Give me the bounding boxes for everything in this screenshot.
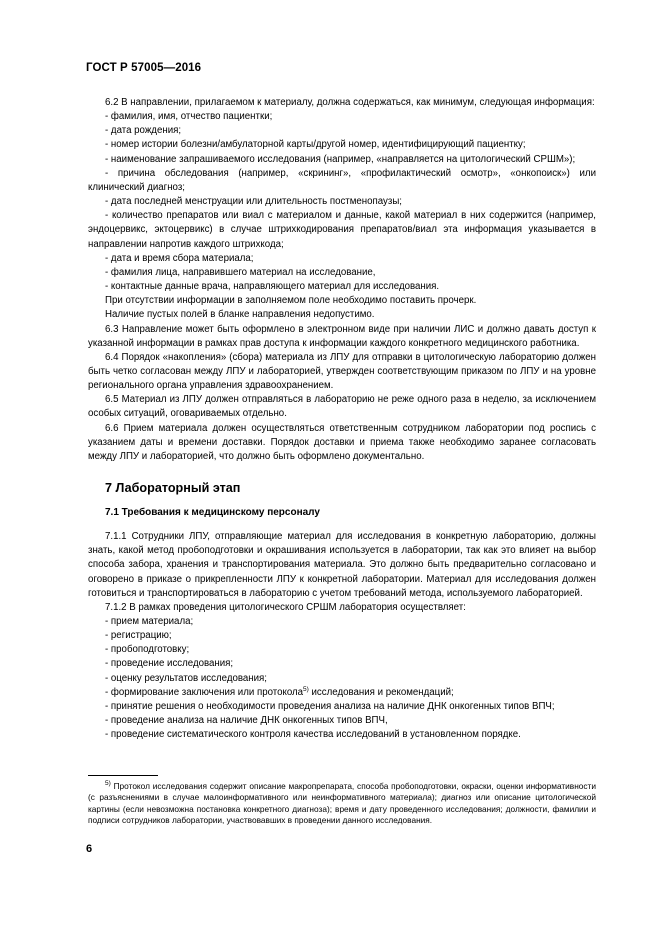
footnote-text: Протокол исследования содержит описание макропрепарата, способа пробоподготовки, окраски, оценки информативности (с разъяснениями в случае малоинформативного или неинформативного материала); диагноз или описание цитологической картины (если невозможна постановка конкретного диагноза); время и дату проведенного исследования; должности, фамилии и подписи сотрудников лаборатории, участвовавших в проведении данного исследования. [88, 781, 596, 825]
list-item-text: - формирование заключения или протокола [105, 686, 304, 698]
list-item: - наименование запрашиваемого исследования (например, «направляется на цитологический СРШМ»); [105, 153, 576, 165]
document-header: ГОСТ Р 57005—2016 [86, 62, 202, 74]
list-item: - количество препаратов или виал с материалом и данные, какой материал в них содержится (например, эндоцервикс, эктоцервикс) в случае штрихкодирования препаратов/виал эта информация указывается в направлении напротив каждого штрихкода; [88, 210, 596, 250]
list-item: - дата и время сбора материала; [105, 252, 254, 264]
list-item: - контактные данные врача, направляющего материал для исследования. [105, 281, 440, 293]
paragraph-6-5: 6.5 Материал из ЛПУ должен отправляться в лабораторию не реже одного раза в неделю, за исключением особых ситуаций, оговариваемых отдельно. [88, 394, 596, 420]
list-item: - оценку результатов исследования; [105, 672, 267, 684]
paragraph-6-4: 6.4 Порядок «накопления» (сбора) материала из ЛПУ для отправки в цитологическую лабораторию должен быть четко согласован между ЛПУ и лабораторией, утвержден соответствующим приказом по ЛПУ и на уровне регионального органа управления здравоохранением. [88, 351, 596, 392]
list-item: - фамилия, имя, отчество пациентки; [105, 111, 273, 123]
document-body [88, 96, 596, 742]
paragraph: Наличие пустых полей в бланке направления недопустимо. [105, 309, 375, 321]
list-item: - проведение исследования; [105, 658, 234, 670]
footnote-mark: 5) [105, 780, 111, 788]
paragraph-6-6: 6.6 Прием материала должен осуществляться ответственным сотрудником лаборатории под роспись с указанием даты и времени доставки. Порядок доставки и приема также необходимо заранее согласовать между ЛПУ и лабораторией, что должно быть оформлено документально. [88, 422, 596, 462]
list-item: - прием материала; [105, 616, 194, 627]
subsection-heading-7-1: 7.1 Требования к медицинскому персоналу [105, 507, 320, 519]
page-number: 6 [86, 843, 93, 855]
list-item: - принятие решения о необходимости проведения анализа на наличие ДНК онкогенных типов ВПЧ; [105, 700, 555, 712]
paragraph-6-3: 6.3 Направление может быть оформлено в электронном виде при наличии ЛИС и должно давать доступ к указанной информации в рамках прав доступа к информации каждого конкретного медицинского работника. [88, 323, 596, 349]
list-item: - проведение анализа на наличие ДНК онкогенных типов ВПЧ, [105, 715, 388, 727]
paragraph-7-1-1: 7.1.1 Сотрудники ЛПУ, отправляющие материал для исследования в конкретную лабораторию, должны знать, какой метод пробоподготовки и окрашивания используется в лаборатории, так как это влияет на выбор способа забора, хранения и транспортирования материала. Это должно быть предварительно согласовано и оговорено в приказе о прикрепленности ЛПУ к конкретной лаборатории. Материал для исследования должен готовиться и транспортироваться в лабораторию с учетом требований метода, используемого лабораторией. [88, 531, 596, 599]
list-item: - фамилия лица, направившего материал на исследование, [105, 266, 376, 278]
footnote-separator [88, 775, 158, 776]
list-item [88, 686, 596, 700]
paragraph: При отсутствии информации в заполняемом поле необходимо поставить прочерк. [105, 295, 477, 307]
footnote [88, 781, 596, 826]
section-heading-7: 7 Лабораторный этап [105, 481, 241, 496]
footnote-reference[interactable]: 5) [303, 685, 309, 693]
paragraph-7-1-2: 7.1.2 В рамках проведения цитологического СРШМ лаборатория осуществляет: [105, 601, 466, 613]
list-item: - проведение систематического контроля качества исследований в установленном порядке. [105, 729, 521, 741]
list-item-text: исследования и рекомендаций; [308, 686, 454, 698]
list-item: - дата последней менструации или длительность постменопаузы; [105, 196, 402, 208]
paragraph-6-2: 6.2 В направлении, прилагаемом к материалу, должна содержаться, как минимум, следующая информация: [105, 97, 595, 108]
list-item: - дата рождения; [105, 125, 182, 137]
list-item: - регистрацию; [105, 630, 172, 642]
list-item: - причина обследования (например, «скрининг», «профилактический осмотр», «онкопоиск») или клинический диагноз; [88, 167, 596, 193]
list-item: - пробоподготовку; [105, 644, 190, 656]
list-item: - номер истории болезни/амбулаторной карты/другой номер, идентифицирующий пациентку; [105, 139, 526, 151]
